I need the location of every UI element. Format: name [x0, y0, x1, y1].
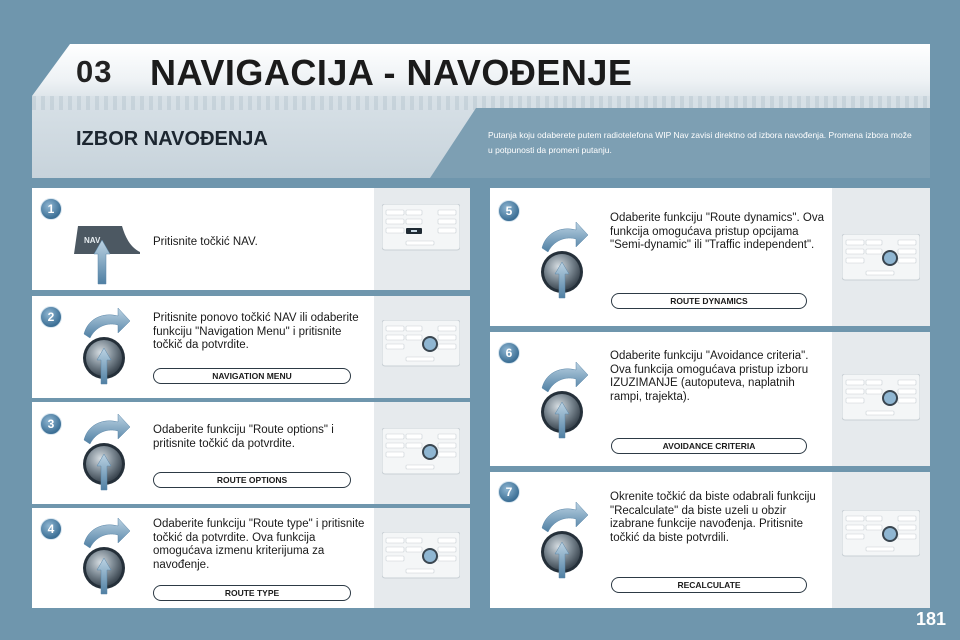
rotary-knob-icon: [78, 304, 134, 386]
step-badge-6: 6: [498, 342, 520, 364]
step-badge-1: 1: [40, 198, 62, 220]
radio-panel-icon: [842, 510, 920, 558]
step-text-2: Pritisnite ponovo točkić NAV ili odaberite funkciju "Navigation Menu" i pritisnite točkič da potvrdite.: [153, 312, 359, 351]
rotary-knob-icon: [78, 514, 134, 596]
step-text-5: Odaberite funkciju "Route dynamics". Ova funkcija omogućava pristup opcijama "Semi-dynamic" ili "Traffic independent".: [610, 212, 824, 251]
menu-label-6: AVOIDANCE CRITERIA: [611, 438, 807, 454]
nav-button-icon: [70, 224, 140, 288]
nav-label: NAV: [84, 236, 101, 245]
menu-label-5: ROUTE DYNAMICS: [611, 293, 807, 309]
step-text-1: Pritisnite točkić NAV.: [153, 236, 258, 248]
step-badge-7: 7: [498, 481, 520, 503]
step-badge-5: 5: [498, 200, 520, 222]
step-badge-2: 2: [40, 306, 62, 328]
rotary-knob-icon: [536, 218, 592, 300]
rotary-knob-icon: [536, 498, 592, 580]
page-title: NAVIGACIJA - NAVOĐENJE: [150, 52, 633, 93]
section-title: IZBOR NAVOĐENJA: [76, 128, 268, 150]
menu-label-3: ROUTE OPTIONS: [153, 472, 351, 488]
intro-text: Putanja koju odaberete putem radiotelefona WIP Nav zavisi direktno od izbora navođenja. Promena izbora može u potpunosti da promeni putanju.: [488, 130, 912, 155]
radio-panel-icon: [842, 374, 920, 422]
chapter-number: 03: [76, 54, 113, 89]
menu-label-7: RECALCULATE: [611, 577, 807, 593]
radio-panel-icon: [842, 234, 920, 282]
rotary-knob-icon: [536, 358, 592, 440]
step-text-7: Okrenite točkić da biste odabrali funkciju "Recalculate" da biste uzeli u obzir izabrane funkcije navođenja. Pritisnite točkić da biste potvrdili.: [610, 491, 816, 544]
step-badge-4: 4: [40, 518, 62, 540]
step-badge-3: 3: [40, 413, 62, 435]
page-number: 181: [915, 609, 946, 629]
rotary-knob-icon: [78, 410, 134, 492]
menu-label-2: NAVIGATION MENU: [153, 368, 351, 384]
radio-panel-icon: [382, 204, 460, 252]
radio-panel-icon: [382, 532, 460, 580]
radio-panel-icon: [382, 320, 460, 368]
step-text-3: Odaberite funkciju "Route options" i pritisnite točkić da potvrdite.: [153, 424, 334, 450]
menu-label-4: ROUTE TYPE: [153, 585, 351, 601]
radio-panel-icon: [382, 428, 460, 476]
step-text-4: Odaberite funkciju "Route type" i pritisnite točkić da potvrdite. Ova funkcija omogućava izmenu kriterijuma za navođenje.: [153, 518, 365, 571]
step-text-6: Odaberite funkciju "Avoidance criteria". Ova funkcija omogućava pristup izboru IZUZIMANJE (autoputeva, naplatnih rampi, trajekta).: [610, 350, 809, 403]
